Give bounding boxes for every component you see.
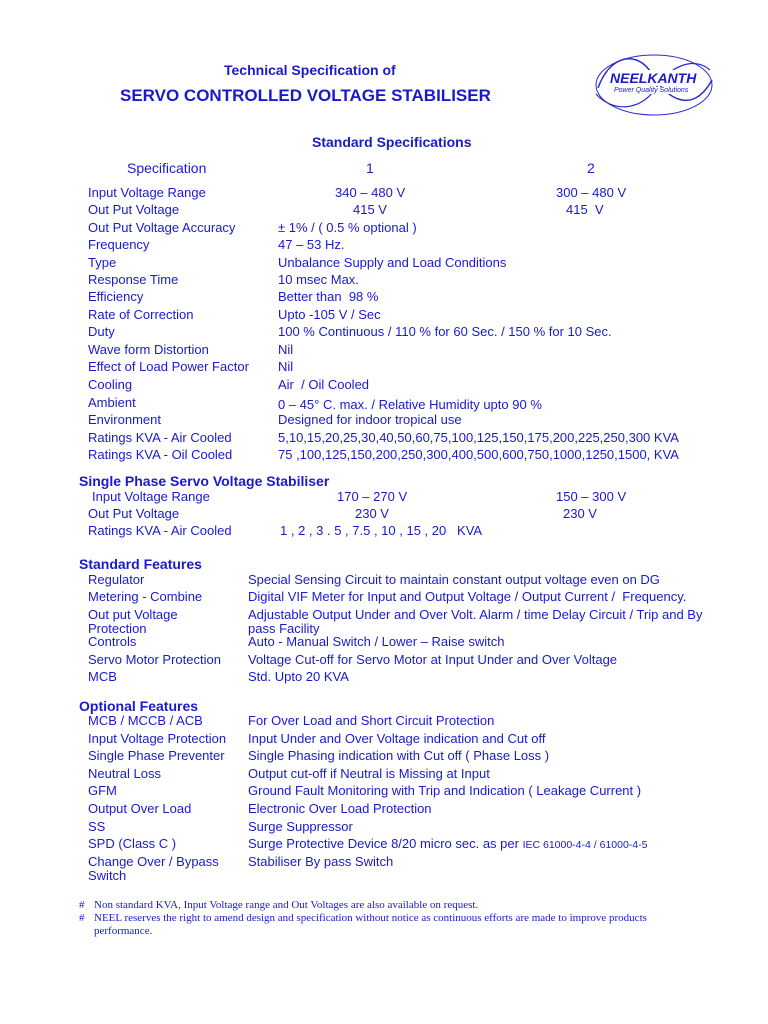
spec-label: Response Time xyxy=(88,272,179,287)
spec-value-2: 150 – 300 V xyxy=(556,489,627,504)
feature-label-cont: Protection xyxy=(88,621,147,636)
spec-label: Ratings KVA - Oil Cooled xyxy=(88,447,233,462)
feature-label: Out put Voltage xyxy=(88,607,178,622)
note-2: NEEL reserves the right to amend design and specification without notice as continuous efforts are made to improve products xyxy=(94,912,647,924)
spec-label: Type xyxy=(88,255,117,270)
standard-features-heading: Standard Features xyxy=(79,556,202,572)
feature-label: Neutral Loss xyxy=(88,766,161,781)
feature-label: Change Over / Bypass xyxy=(88,854,219,869)
feature-value: Adjustable Output Under and Over Volt. Alarm / time Delay Circuit / Trip and By xyxy=(248,607,703,622)
spec-value: 47 – 53 Hz. xyxy=(278,237,345,252)
optional-features-heading: Optional Features xyxy=(79,698,199,714)
logo-tagline: Power Quality Solutions xyxy=(614,87,689,94)
spec-label: Input Voltage Range xyxy=(92,489,210,504)
spec-label: Ambient xyxy=(88,395,136,410)
feature-value: Surge Suppressor xyxy=(248,819,353,834)
feature-label: Servo Motor Protection xyxy=(88,652,221,667)
spec-value-2: 230 V xyxy=(563,506,597,521)
spec-label: Duty xyxy=(88,324,115,339)
spec-label: Efficiency xyxy=(88,289,144,304)
iec-standard: IEC 61000-4-4 / 61000-4-5 xyxy=(522,839,648,851)
spec-value-2: 300 – 480 V xyxy=(556,185,627,200)
spec-label: Input Voltage Range xyxy=(88,185,206,200)
feature-value: Special Sensing Circuit to maintain constant output voltage even on DG xyxy=(248,572,660,587)
feature-value: Input Under and Over Voltage indication and Cut off xyxy=(248,731,546,746)
spec-label: Wave form Distortion xyxy=(88,342,209,357)
feature-value: Voltage Cut-off for Servo Motor at Input Under and Over Voltage xyxy=(248,652,618,667)
doc-title: SERVO CONTROLLED VOLTAGE STABILISER xyxy=(120,86,491,105)
spec-value-1: 170 – 270 V xyxy=(337,489,408,504)
column-header-2: 2 xyxy=(587,160,595,176)
feature-value: Ground Fault Monitoring with Trip and Indication ( Leakage Current ) xyxy=(248,783,642,798)
spec-value: Better than 98 % xyxy=(278,289,379,304)
spec-value: Air / Oil Cooled xyxy=(278,377,370,392)
spec-value: 75 ,100,125,150,200,250,300,400,500,600,750,1000,1250,1500, KVA xyxy=(278,447,679,462)
spec-value: 1 , 2 , 3 . 5 , 7.5 , 10 , 15 , 20 KVA xyxy=(280,523,483,538)
feature-label: Single Phase Preventer xyxy=(88,748,225,763)
feature-label: MCB xyxy=(88,669,117,684)
spec-label: Out Put Voltage Accuracy xyxy=(88,220,236,235)
feature-value xyxy=(248,836,647,853)
spec-label: Cooling xyxy=(88,377,133,392)
spec-value: 0 – 45° C. max. / Relative Humidity upto 90 % xyxy=(278,397,542,412)
spec-label: Out Put Voltage xyxy=(88,202,180,217)
feature-value: Output cut-off if Neutral is Missing at Input xyxy=(248,766,490,781)
feature-label: Controls xyxy=(88,634,137,649)
spec-label: Ratings KVA - Air Cooled xyxy=(88,430,232,445)
feature-label: SPD (Class C ) xyxy=(88,836,177,851)
spec-label: Environment xyxy=(88,412,161,427)
feature-value: Electronic Over Load Protection xyxy=(248,801,432,816)
spd-text: Surge Protective Device 8/20 micro sec. as per xyxy=(248,836,523,851)
note-mark: # xyxy=(79,899,85,911)
feature-label: Input Voltage Protection xyxy=(88,731,227,746)
note-2-cont: performance. xyxy=(94,925,153,937)
spec-label: Effect of Load Power Factor xyxy=(88,359,249,374)
spec-value-1: 415 V xyxy=(353,202,387,217)
logo-name: NEELKANTH xyxy=(610,70,697,86)
spec-label: Rate of Correction xyxy=(88,307,194,322)
single-phase-heading: Single Phase Servo Voltage Stabiliser xyxy=(79,473,330,489)
spec-value-1: 340 – 480 V xyxy=(335,185,406,200)
feature-label-cont: Switch xyxy=(88,868,127,883)
feature-value: Digital VIF Meter for Input and Output Voltage / Output Current / Frequency. xyxy=(248,589,687,604)
column-header-1: 1 xyxy=(366,160,374,176)
feature-value: Auto - Manual Switch / Lower – Raise switch xyxy=(248,634,505,649)
spec-value: Unbalance Supply and Load Conditions xyxy=(278,255,507,270)
spec-value: Nil xyxy=(278,359,294,374)
spec-value: Designed for indoor tropical use xyxy=(278,412,462,427)
doc-subtitle: Technical Specification of xyxy=(224,62,396,78)
spec-label: Out Put Voltage xyxy=(88,506,180,521)
spec-value: Nil xyxy=(278,342,294,357)
feature-label: Output Over Load xyxy=(88,801,192,816)
feature-value: Std. Upto 20 KVA xyxy=(248,669,349,684)
feature-label: MCB / MCCB / ACB xyxy=(88,713,203,728)
spec-value: Upto -105 V / Sec xyxy=(278,307,381,322)
column-header-specification: Specification xyxy=(127,160,207,176)
feature-label: Metering - Combine xyxy=(88,589,203,604)
feature-label: GFM xyxy=(88,783,117,798)
feature-label: SS xyxy=(88,819,106,834)
note-1: Non standard KVA, Input Voltage range and Out Voltages are also available on request. xyxy=(94,899,479,911)
spec-value: 10 msec Max. xyxy=(278,272,359,287)
spec-value-1: 230 V xyxy=(355,506,389,521)
standard-spec-heading: Standard Specifications xyxy=(312,134,472,150)
spec-value-2: 415 V xyxy=(566,202,604,217)
spec-label: Frequency xyxy=(88,237,150,252)
spec-label: Ratings KVA - Air Cooled xyxy=(88,523,232,538)
spec-value: 5,10,15,20,25,30,40,50,60,75,100,125,150,175,200,225,250,300 KVA xyxy=(278,430,679,445)
note-mark: # xyxy=(79,912,85,924)
feature-value-cont: pass Facility xyxy=(248,621,320,636)
spec-value: 100 % Continuous / 110 % for 60 Sec. / 150 % for 10 Sec. xyxy=(278,324,612,339)
feature-value: For Over Load and Short Circuit Protection xyxy=(248,713,495,728)
company-logo xyxy=(592,50,716,120)
spec-value: ± 1% / ( 0.5 % optional ) xyxy=(278,220,417,235)
feature-value: Single Phasing indication with Cut off ( Phase Loss ) xyxy=(248,748,550,763)
feature-value: Stabiliser By pass Switch xyxy=(248,854,394,869)
feature-label: Regulator xyxy=(88,572,145,587)
